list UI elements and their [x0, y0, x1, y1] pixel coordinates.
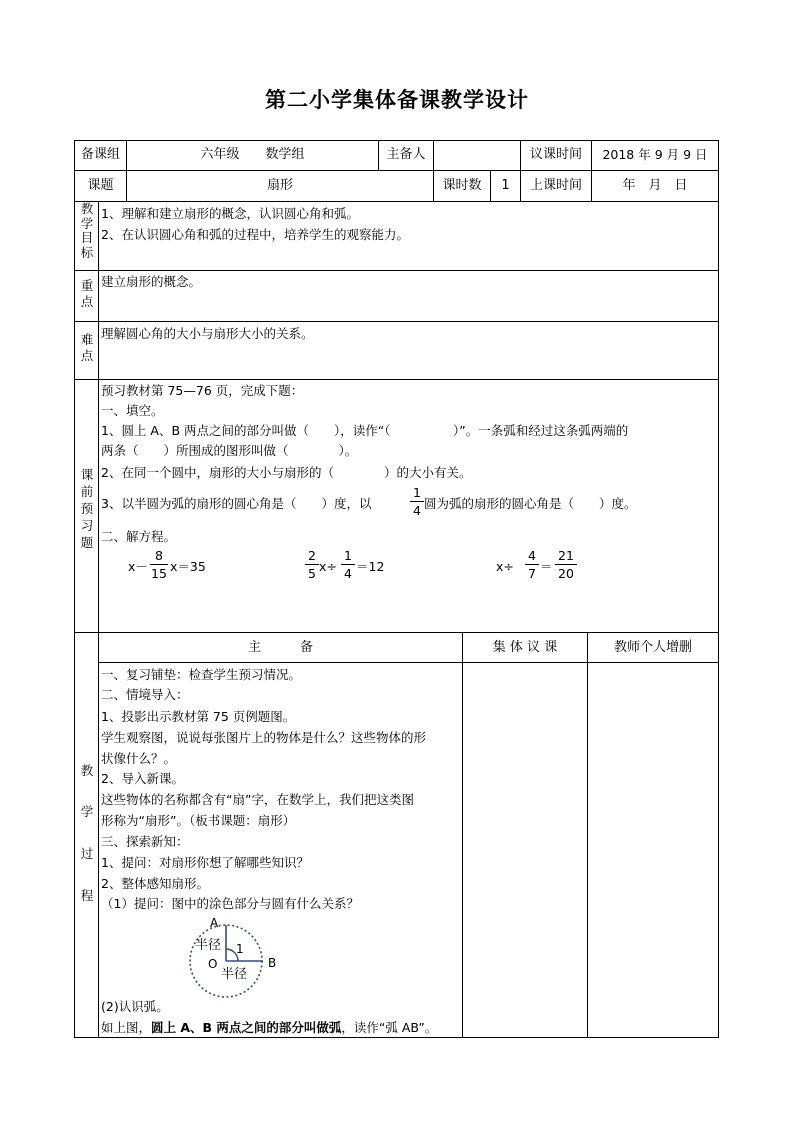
eq3-fraction-2: 21 20: [555, 548, 577, 581]
figure-label-a: A: [210, 916, 219, 930]
eq1-right: x＝35: [170, 559, 206, 574]
meeting-time-value: 2018 年 9 月 9 日: [602, 147, 708, 162]
process-line-1: 一、复习铺垫：检查学生预习情况。: [101, 667, 302, 682]
col-group-header: 集 体 议 课: [492, 640, 558, 655]
col-main-header: 主 备: [247, 640, 313, 655]
group-label: 备课组: [80, 147, 120, 162]
process-line-11: 2、整体感知扇形。: [101, 876, 209, 891]
topic-value: 扇形: [266, 178, 293, 193]
preview-q2: 2、在同一个圆中，扇形的大小与扇形的（ ）的大小有关。: [101, 465, 472, 480]
eq3-fraction-1: 4 7: [525, 548, 539, 581]
eq2-fraction-2: 1 4: [341, 548, 355, 581]
process-last-line: 如上图，圆上 A、B 两点之间的部分叫做弧，读作“弧 AB”。: [101, 1020, 438, 1035]
process-line-arc: (2)认识弧。: [101, 999, 169, 1014]
class-time-value: 年 月 日: [622, 178, 688, 193]
process-line-7: 这些物体的名称都含有“扇”字，在数学上，我们把这类图: [101, 792, 414, 807]
goals-label: 教学目标: [80, 201, 94, 260]
preview-label: 课前预习题: [80, 467, 94, 550]
process-line-10: 1、提问：对扇形你想了解哪些知识？: [101, 855, 309, 870]
eq2-operator: x÷: [319, 559, 337, 574]
preview-q3-fraction: 1 4: [410, 485, 424, 518]
process-line-9: 三、探索新知：: [101, 834, 189, 849]
figure-label-radius-2: 半径: [221, 967, 248, 982]
hours-value: 1: [501, 178, 510, 193]
eq1-left: x－: [128, 559, 148, 574]
figure-label-o: O: [208, 957, 218, 971]
preview-section-2: 二、解方程。: [101, 529, 177, 544]
eq1-fraction: 8 15: [151, 548, 167, 581]
preview-section-1: 一、填空。: [101, 403, 164, 418]
eq2-right: ＝12: [356, 559, 385, 574]
difficulty-label: 难点: [80, 332, 94, 363]
goal-line-2: 2、在认识圆心角和弧的过程中，培养学生的观察能力。: [101, 227, 409, 242]
col-teacher-header: 教师个人增删: [613, 640, 692, 655]
process-line-4: 学生观察图，说说每张图片上的物体是什么？这些物体的形: [101, 730, 427, 745]
process-label-char-4: 程: [80, 888, 94, 903]
figure-label-b: B: [268, 956, 277, 970]
process-label-char-1: 教: [80, 763, 94, 778]
preview-q3-line-a: 3、以半圆为弧的扇形的圆心角是（ ）度，以: [101, 496, 372, 511]
preview-q1-line-a: 1、圆上 A、B 两点之间的部分叫做（ ），读作“（ ）”。一条弧和经过这条弧两端的: [101, 423, 629, 438]
process-line-12: （1）提问：图中的涂色部分与圆有什么关系？: [101, 896, 359, 911]
process-line-5: 状像什么？。: [101, 751, 177, 766]
figure-label-angle: 1: [236, 942, 244, 956]
figure-label-radius-1: 半径: [195, 938, 222, 953]
group-value: 六年级 数学组: [200, 147, 305, 162]
process-line-3: 1、投影出示教材第 75 页例题图。: [101, 709, 296, 724]
topic-label: 课题: [87, 178, 114, 193]
class-time-label: 上课时间: [529, 178, 582, 193]
difficulty-text: 理解圆心角的大小与扇形大小的关系。: [101, 326, 314, 341]
process-line-2: 二、情境导入：: [101, 687, 189, 702]
preview-intro: 预习教材第 75—76 页，完成下题：: [101, 383, 304, 398]
hours-label: 课时数: [442, 178, 482, 193]
key-point-text: 建立扇形的概念。: [101, 274, 202, 289]
preview-q1-line-b: 两条（ ）所围成的图形叫做（ ）。: [101, 443, 358, 458]
page-title: 第二小学集体备课教学设计: [265, 88, 529, 112]
eq3-equals: ＝: [540, 559, 553, 574]
goal-line-1: 1、理解和建立扇形的概念，认识圆心角和弧。: [101, 206, 359, 221]
key-point-label: 重点: [80, 278, 94, 309]
process-label-char-2: 学: [80, 804, 94, 819]
meeting-time-label: 议课时间: [529, 147, 582, 162]
process-label-char-3: 过: [80, 846, 94, 861]
process-line-6: 2、导入新课。: [101, 771, 184, 786]
process-line-8: 形称为“扇形”。（板书课题：扇形）: [101, 813, 296, 828]
lead-label: 主备人: [386, 147, 426, 162]
preview-q3-line-b: 圆为弧的扇形的圆心角是（ ）度。: [424, 496, 637, 511]
eq2-fraction-1: 2 5: [305, 548, 319, 581]
eq3-left: x÷: [496, 559, 514, 574]
